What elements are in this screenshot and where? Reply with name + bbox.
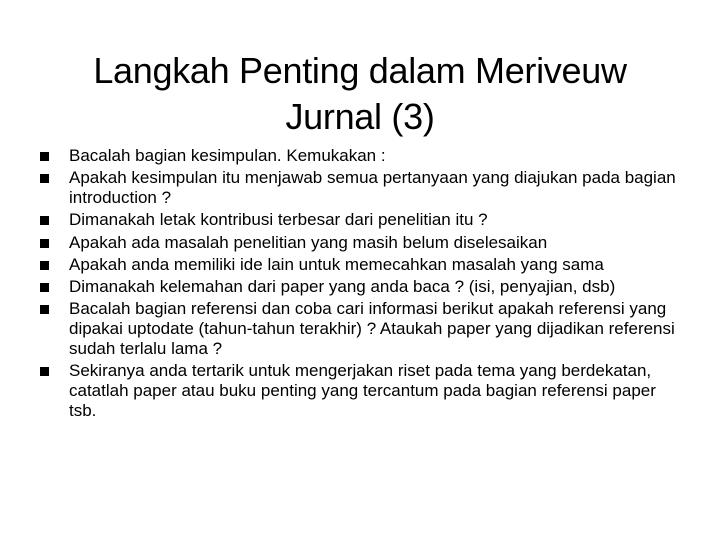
- bullet-item: [40, 299, 680, 359]
- bullet-item: [40, 210, 680, 230]
- square-bullet-icon: [40, 239, 49, 248]
- bullet-text: Bacalah bagian kesimpulan. Kemukakan :: [69, 146, 386, 165]
- square-bullet-icon: [40, 367, 49, 376]
- bullet-item: [40, 361, 680, 421]
- slide-title: [60, 48, 660, 140]
- slide-title-line-1: Langkah Penting dalam Meriveuw: [93, 50, 627, 92]
- bullet-item: [40, 233, 680, 253]
- square-bullet-icon: [40, 305, 49, 314]
- bullet-text: Dimanakah letak kontribusi terbesar dari penelitian itu ?: [69, 210, 488, 230]
- square-bullet-icon: [40, 152, 49, 161]
- bullet-item: [40, 255, 680, 275]
- slide-title-line-2: Jurnal (3): [285, 96, 435, 138]
- bullet-item: [40, 277, 680, 297]
- bullet-item: [40, 168, 680, 208]
- bullet-text: Apakah anda memiliki ide lain untuk memecahkan masalah yang sama: [69, 254, 604, 274]
- bullet-list: [40, 146, 680, 424]
- square-bullet-icon: [40, 216, 49, 225]
- bullet-item: [40, 146, 680, 166]
- bullet-text: Apakah ada masalah penelitian yang masih belum diselesaikan: [69, 232, 548, 252]
- square-bullet-icon: [40, 261, 49, 270]
- bullet-text: Bacalah bagian referensi dan coba cari informasi berikut apakah referensi yang dipakai uptodate (tahun-tahun terakhir) ? Ataukah paper yang dijadikan referensi sudah terlalu lama ?: [69, 299, 675, 359]
- square-bullet-icon: [40, 283, 49, 292]
- square-bullet-icon: [40, 174, 49, 183]
- bullet-text: Apakah kesimpulan itu menjawab semua pertanyaan yang diajukan pada bagian introduction ?: [69, 168, 676, 208]
- bullet-text: Dimanakah kelemahan dari paper yang anda baca ? (isi, penyajian, dsb): [69, 276, 616, 296]
- bullet-text: Sekiranya anda tertarik untuk mengerjakan riset pada tema yang berdekatan, catatlah paper atau buku penting yang tercantum pada bagian referensi paper tsb.: [69, 361, 656, 421]
